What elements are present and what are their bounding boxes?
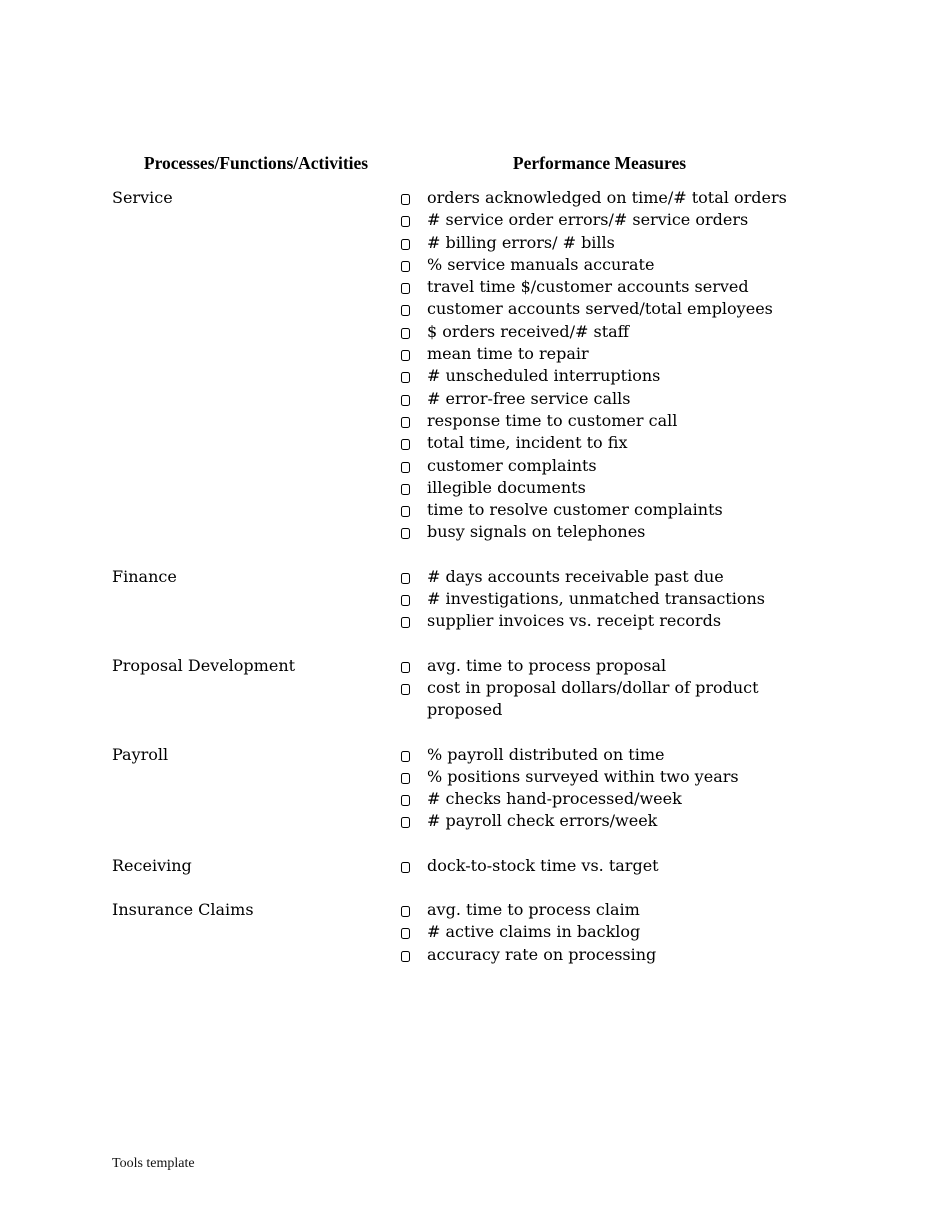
column-header-measures: Performance Measures xyxy=(512,153,687,173)
measure-item xyxy=(400,499,799,521)
bullet-cell xyxy=(400,209,427,231)
measure-text: travel time $/customer accounts served xyxy=(427,277,749,297)
process-label: Payroll xyxy=(112,744,169,764)
measure-text: accuracy rate on processing xyxy=(427,944,657,964)
bullet-cell xyxy=(400,388,427,410)
bullet-cell xyxy=(400,788,427,810)
measure-item xyxy=(400,610,799,632)
measure-list xyxy=(400,899,799,966)
measure-item xyxy=(400,744,799,766)
measure-text: # active claims in backlog xyxy=(427,922,641,942)
table-header-row xyxy=(112,152,802,174)
measure-text: # service order errors/# service orders xyxy=(427,210,749,230)
bullet-cell xyxy=(400,254,427,276)
measures-table xyxy=(112,152,802,966)
measure-item xyxy=(400,254,799,276)
bullet-cell xyxy=(400,232,427,254)
measure-item xyxy=(400,655,799,677)
measure-item xyxy=(400,187,799,209)
measure-text: dock-to-stock time vs. target xyxy=(427,855,659,875)
measure-item xyxy=(400,209,799,231)
checkbox-bullet-icon xyxy=(401,305,410,316)
checkbox-bullet-icon xyxy=(401,906,410,917)
bullet-cell xyxy=(400,944,427,966)
measure-list xyxy=(400,187,799,544)
process-label: Proposal Development xyxy=(112,655,296,675)
checkbox-bullet-icon xyxy=(401,372,410,383)
measure-text: mean time to repair xyxy=(427,344,589,364)
bullet-cell xyxy=(400,432,427,454)
measure-item xyxy=(400,921,799,943)
measure-text: avg. time to process claim xyxy=(427,900,640,920)
process-label: Insurance Claims xyxy=(112,900,254,920)
measure-item xyxy=(400,899,799,921)
bullet-cell xyxy=(400,298,427,320)
measure-item xyxy=(400,588,799,610)
footer-label: Tools template xyxy=(112,1156,195,1171)
measure-text: % service manuals accurate xyxy=(427,254,655,274)
checkbox-bullet-icon xyxy=(401,595,410,606)
measure-list xyxy=(400,655,799,722)
table-row xyxy=(112,655,802,722)
checkbox-bullet-icon xyxy=(401,484,410,495)
checkbox-bullet-icon xyxy=(401,662,410,673)
bullet-cell xyxy=(400,321,427,343)
bullet-cell xyxy=(400,677,427,722)
bullet-cell xyxy=(400,655,427,677)
measure-text: customer accounts served/total employees xyxy=(427,299,773,319)
measure-text: supplier invoices vs. receipt records xyxy=(427,611,722,631)
bullet-cell xyxy=(400,365,427,387)
measure-text: # billing errors/ # bills xyxy=(427,232,615,252)
checkbox-bullet-icon xyxy=(401,951,410,962)
measure-item xyxy=(400,944,799,966)
bullet-cell xyxy=(400,810,427,832)
measure-text: busy signals on telephones xyxy=(427,522,646,542)
bullet-cell xyxy=(400,410,427,432)
checkbox-bullet-icon xyxy=(401,261,410,272)
bullet-cell xyxy=(400,187,427,209)
measure-item xyxy=(400,677,799,722)
checkbox-bullet-icon xyxy=(401,439,410,450)
measure-item xyxy=(400,410,799,432)
measure-text: orders acknowledged on time/# total orders xyxy=(427,188,787,207)
checkbox-bullet-icon xyxy=(401,773,410,784)
measure-text: $ orders received/# staff xyxy=(427,321,630,341)
measure-list xyxy=(400,744,799,833)
bullet-cell xyxy=(400,610,427,632)
checkbox-bullet-icon xyxy=(401,573,410,584)
measure-item xyxy=(400,276,799,298)
checkbox-bullet-icon xyxy=(401,417,410,428)
measure-item xyxy=(400,766,799,788)
measure-item xyxy=(400,810,799,832)
measure-item xyxy=(400,788,799,810)
bullet-cell xyxy=(400,899,427,921)
measure-item xyxy=(400,298,799,320)
measure-item xyxy=(400,455,799,477)
measure-item xyxy=(400,432,799,454)
measure-item xyxy=(400,855,799,877)
table-row xyxy=(112,566,802,633)
sections xyxy=(112,187,802,966)
process-label: Finance xyxy=(112,566,177,586)
bullet-cell xyxy=(400,477,427,499)
table-row xyxy=(112,899,802,966)
measure-text: response time to customer call xyxy=(427,410,678,430)
bullet-cell xyxy=(400,521,427,543)
measure-text: avg. time to process proposal xyxy=(427,655,667,675)
checkbox-bullet-icon xyxy=(401,617,410,628)
bullet-cell xyxy=(400,343,427,365)
measure-list xyxy=(400,566,799,633)
measure-text: # payroll check errors/week xyxy=(427,811,658,831)
measure-text: # days accounts receivable past due xyxy=(427,566,724,586)
checkbox-bullet-icon xyxy=(401,862,410,873)
measure-item xyxy=(400,365,799,387)
checkbox-bullet-icon xyxy=(401,928,410,939)
checkbox-bullet-icon xyxy=(401,795,410,806)
measure-text: cost in proposal dollars/dollar of product proposed xyxy=(427,677,759,720)
measure-text: # investigations, unmatched transactions xyxy=(427,589,765,609)
bullet-cell xyxy=(400,566,427,588)
measure-text: total time, incident to fix xyxy=(427,433,628,453)
measure-text: # unscheduled interruptions xyxy=(427,366,661,386)
checkbox-bullet-icon xyxy=(401,328,410,339)
checkbox-bullet-icon xyxy=(401,395,410,406)
checkbox-bullet-icon xyxy=(401,216,410,227)
table-row xyxy=(112,187,802,544)
measure-item xyxy=(400,566,799,588)
measure-text: % positions surveyed within two years xyxy=(427,766,739,786)
table-row xyxy=(112,744,802,833)
measure-item xyxy=(400,477,799,499)
checkbox-bullet-icon xyxy=(401,684,410,695)
measure-text: # checks hand-processed/week xyxy=(427,789,682,809)
measure-item xyxy=(400,521,799,543)
process-label: Receiving xyxy=(112,855,192,875)
measure-text: customer complaints xyxy=(427,455,597,475)
measure-text: # error-free service calls xyxy=(427,388,631,408)
bullet-cell xyxy=(400,276,427,298)
checkbox-bullet-icon xyxy=(401,506,410,517)
measure-text: illegible documents xyxy=(427,477,586,497)
bullet-cell xyxy=(400,455,427,477)
bullet-cell xyxy=(400,855,427,877)
checkbox-bullet-icon xyxy=(401,528,410,539)
measure-text: % payroll distributed on time xyxy=(427,744,665,764)
bullet-cell xyxy=(400,588,427,610)
measure-item xyxy=(400,343,799,365)
measure-list xyxy=(400,855,799,877)
checkbox-bullet-icon xyxy=(401,751,410,762)
bullet-cell xyxy=(400,744,427,766)
measure-text: time to resolve customer complaints xyxy=(427,500,723,520)
checkbox-bullet-icon xyxy=(401,194,410,205)
measure-item xyxy=(400,232,799,254)
bullet-cell xyxy=(400,499,427,521)
checkbox-bullet-icon xyxy=(401,239,410,250)
bullet-cell xyxy=(400,921,427,943)
checkbox-bullet-icon xyxy=(401,462,410,473)
checkbox-bullet-icon xyxy=(401,350,410,361)
table-row xyxy=(112,855,802,877)
bullet-cell xyxy=(400,766,427,788)
measure-item xyxy=(400,321,799,343)
measure-item xyxy=(400,388,799,410)
column-header-processes: Processes/Functions/Activities xyxy=(143,153,369,173)
checkbox-bullet-icon xyxy=(401,283,410,294)
checkbox-bullet-icon xyxy=(401,817,410,828)
process-label: Service xyxy=(112,188,173,207)
